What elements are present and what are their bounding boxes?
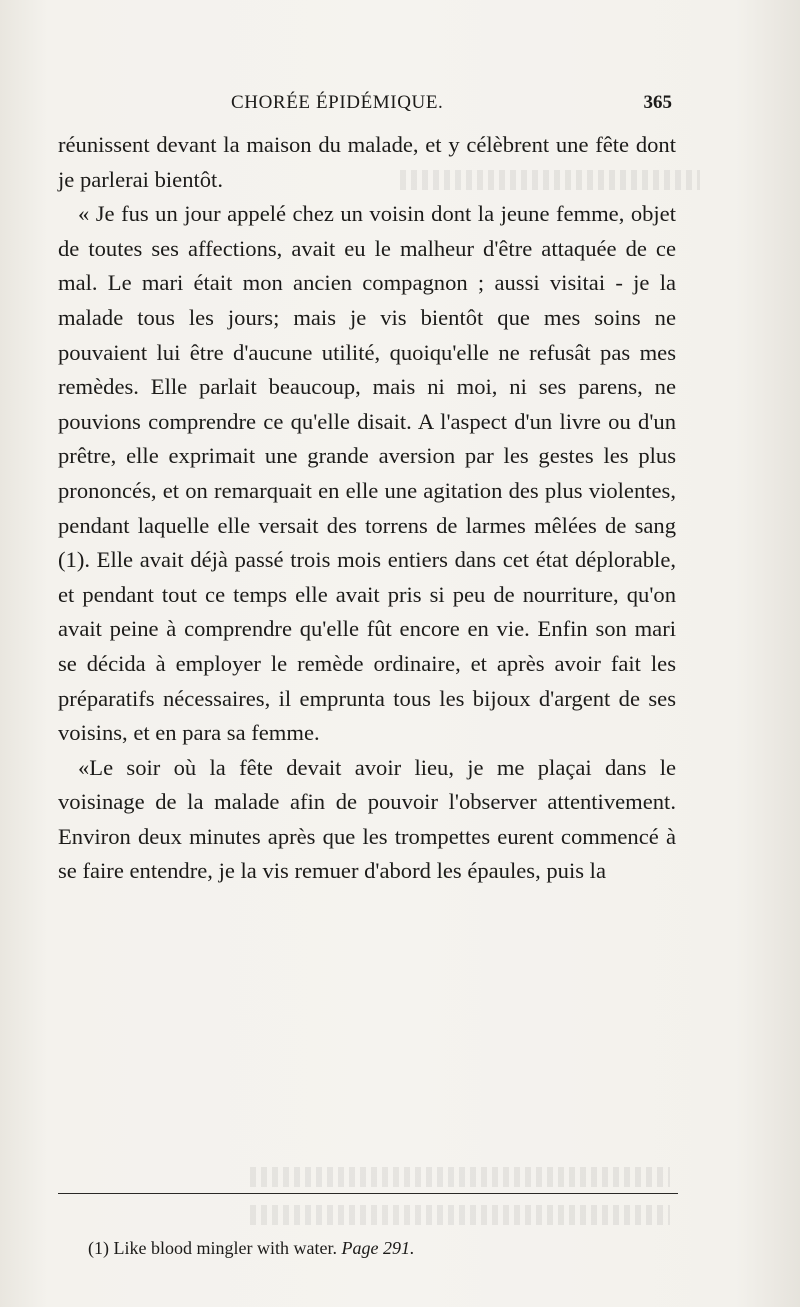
- paragraph: « Je fus un jour appelé chez un voisin dont la jeune femme, objet de toutes ses affections, avait eu le malheur d'être attaquée de ce mal. Le mari était mon ancien compagnon ; aussi visitai - je la malade tous les jours; mais je vis bientôt que mes soins ne pouvaient lui être d'aucune utilité, quoiqu'elle ne refusât pas mes remèdes. Elle parlait beaucoup, mais ni moi, ni ses parens, ne pouvions comprendre ce qu'elle disait. A l'aspect d'un livre ou d'un prêtre, elle exprimait une grande aversion par les gestes les plus prononcés, et on remarquait en elle une agitation des plus violentes, pendant laquelle elle versait des torrens de larmes mêlées de sang (1). Elle avait déjà passé trois mois entiers dans cet état déplorable, et pendant tout ce temps elle avait pris si peu de nourriture, qu'on avait peine à comprendre qu'elle fût encore en vie. Enfin son mari se décida à employer le remède ordinaire, et après avoir fait les préparatifs nécessaires, il emprunta tous les bijoux d'argent de ses voisins, et en para sa femme.: [58, 201, 676, 746]
- page-header: [58, 92, 672, 120]
- paragraph-continued: réunissent devant la maison du malade, et y célèbrent une fête dont je parlerai bientôt.: [58, 132, 676, 192]
- running-head: CHORÉE ÉPIDÉMIQUE.: [231, 92, 444, 113]
- show-through-ink: [250, 1167, 670, 1187]
- footnote-text: (1) Like blood mingler with water.: [88, 1238, 337, 1258]
- show-through-ink: [250, 1205, 670, 1225]
- page-number: 365: [643, 92, 672, 113]
- footnote: [88, 1238, 414, 1259]
- footnote-page-ref: Page 291.: [341, 1238, 415, 1258]
- paragraph: «Le soir où la fête devait avoir lieu, je me plaçai dans le voisinage de la malade afin de pouvoir l'observer attentivement. Environ deux minutes après que les trompettes eurent commencé à se faire entendre, je la vis remuer d'abord les épaules, puis la: [58, 754, 676, 884]
- footnote-divider: [58, 1193, 678, 1194]
- body-text: [58, 128, 676, 889]
